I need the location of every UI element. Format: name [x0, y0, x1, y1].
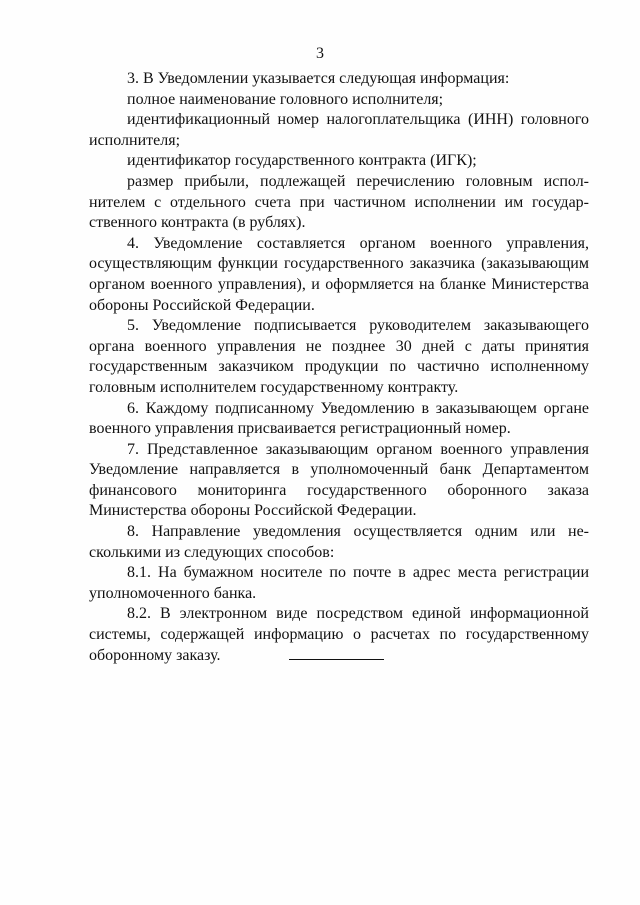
paragraph-4: 4. Уведомление составляется органом военного управления, осуществляющим функции государственного заказчика (заказывающим органом военного управления), и оформляется на бланке Министерства обороны Российской Федерации.: [89, 234, 589, 314]
paragraph-6: 6. Каждому подписанному Уведомлению в заказывающем органе военного управления присваивается регистрационный номер.: [89, 399, 589, 438]
paragraph-7: 7. Представленное заказывающим органом военного управления Уведомление направляется в уполномоченный банк Департаментом финансового мониторинга государственного оборонного заказа Министерства обороны Российской Федерации.: [89, 440, 589, 520]
paragraph-5: 5. Уведомление подписывается руководителем заказывающего органа военного управления не позднее 30 дней с даты принятия государственным заказчиком продукции по частично исполненному головным исполнителем государственному контракту.: [89, 317, 589, 396]
item-full-name: полное наименование головного исполнителя;: [127, 90, 444, 108]
item-profit-size: размер прибыли, подлежащей перечислению головным исполнителем с отдельного счета при частичном исполнении им государственного контракта (в рублях).: [89, 172, 589, 232]
item-inn: идентификационный номер налогоплательщика (ИНН) головного исполнителя;: [89, 111, 589, 149]
document-body: [89, 69, 589, 666]
paragraph-8-1: 8.1. На бумажном носителе по почте в адрес места регистрации уполномоченного банка.: [89, 564, 589, 602]
item-igk: идентификатор государственного контракта (ИГК);: [127, 152, 477, 170]
paragraph-3: 3. В Уведомлении указывается следующая информация:: [127, 70, 510, 87]
closing-divider: [289, 659, 384, 660]
paragraph-8: 8. Направление уведомления осуществляется одним или несколькими из следующих способов:: [89, 523, 589, 561]
paragraph-8-2: 8.2. В электронном виде посредством единой информационной системы, содержащей информацию о расчетах по государственному оборонному заказу.: [89, 605, 589, 664]
page-number: 3: [316, 45, 324, 62]
